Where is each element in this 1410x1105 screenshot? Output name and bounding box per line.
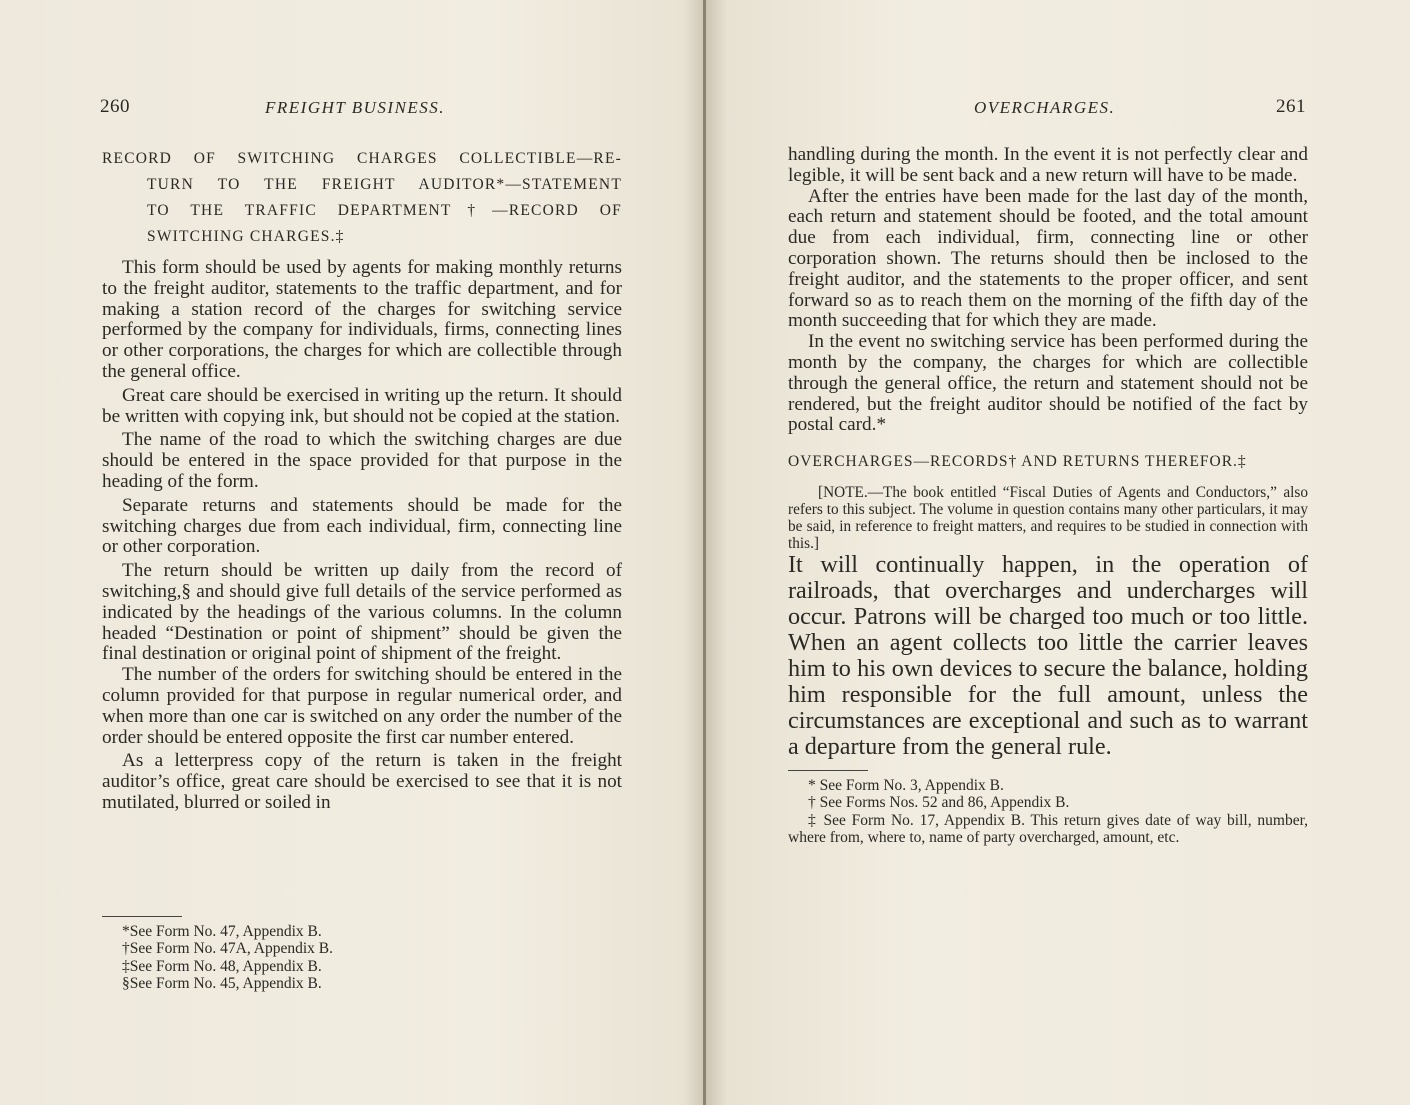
paragraph: In the event no switching service has been performed during the month by the company, the charges for which are collectible through the general office, the return and statement should not be rendered, but the freight auditor should be notified of the fact by postal card.* [788,331,1308,436]
footnote: † See Forms Nos. 52 and 86, Appendix B. [808,794,1070,812]
left-page [0,0,704,1105]
footnote: ‡ See Form No. 17, Appendix B. This return gives date of way bill, number, where from, where to, name of party overcharged, amount, etc. [788,811,1308,847]
editorial-note: [NOTE.—The book entitled “Fiscal Duties of Agents and Conductors,” also refers to this subject. The volume in question contains many other particulars, it may be said, in reference to freight matters, and requires to be studied in connection with this.] [788,484,1308,553]
left-running-head: FREIGHT BUSINESS. [265,98,446,117]
footnote: ‡See Form No. 48, Appendix B. [122,957,322,975]
paragraph: The return should be written up daily from the record of switching,§ and should give full details of the service performed as indicated by the headings of the various columns. In the column headed “Destination or point of shipment” should be given the final destination or original point of shipment of the freight. [102,560,622,665]
right-text-column [788,145,1308,846]
paragraph: Great care should be exercised in writing up the return. It should be written with copying ink, but should not be copied at the station. [102,384,622,427]
right-page-number: 261 [1276,96,1306,117]
paragraph: The number of the orders for switching should be entered in the column provided for that purpose in regular numerical order, and when more than one car is switched on any order the number of the order should be entered opposite the first car number entered. [102,664,622,748]
right-page [706,0,1410,1105]
footnote: §See Form No. 45, Appendix B. [122,974,322,992]
large-paragraph: It will continually happen, in the operation of railroads, that overcharges and undercharges will occur. Patrons will be charged too much or too little. When an agent collects too little the carrier leaves him to his own devices to secure the balance, holding him responsible for the full amount, unless the circumstances are exceptional and such as to warrant a departure from the general rule. [788,551,1308,761]
footnote: †See Form No. 47A, Appendix B. [122,940,333,958]
paragraph: As a letterpress copy of the return is taken in the freight auditor’s office, great care should be exercised to see that it is not mutilated, blurred or soiled in [102,750,622,813]
section-heading-overcharges: OVERCHARGES—RECORDS† AND RETURNS THEREFOR.‡ [788,453,1247,471]
footnote: * See Form No. 3, Appendix B. [808,777,1004,795]
paragraph: After the entries have been made for the last day of the month, each return and statement should be footed, and the total amount due from each individual, firm, connecting line or other corporation shown. The returns should then be inclosed to the freight auditor, and the statements to the proper officer, and sent forward so as to reach them on the morning of the fifth day of the month succeeding that for which they are made. [788,185,1308,332]
footnote-rule [788,770,868,771]
paragraph: The name of the road to which the switching charges are due should be entered in the space provided for that purpose in the heading of the form. [102,429,622,492]
footnote: *See Form No. 47, Appendix B. [122,923,322,940]
paragraph: Separate returns and statements should be made for the switching charges due from each individual, firm, connecting line or other corporation. [102,494,622,558]
footnote-rule [102,916,182,917]
left-text-column [102,146,622,814]
heading-line: TO THE TRAFFIC DEPARTMENT†—RECORD OF [147,202,622,219]
left-footnotes-block [102,902,622,992]
paragraph-continuation: handling during the month. In the event it is not perfectly clear and legible, it will be sent back and a new return will have to be made. [788,144,1308,186]
section-heading-switching [102,146,622,250]
left-page-number: 260 [100,96,130,117]
heading-line: SWITCHING CHARGES.‡ [147,228,345,245]
left-footnotes [102,923,622,992]
heading-line: TURN TO THE FREIGHT AUDITOR*—STATEMENT [147,176,622,193]
paragraph: This form should be used by agents for making monthly returns to the freight auditor, statements to the traffic department, and for making a station record of the charges for switching service performed by the company for individuals, firms, connecting lines or other corporations, the charges for which are collectible through the general office. [102,257,622,382]
right-running-head: OVERCHARGES. [974,98,1116,117]
heading-line: RECORD OF SWITCHING CHARGES COLLECTIBLE—RE- [102,150,622,167]
right-footnotes [788,777,1308,846]
